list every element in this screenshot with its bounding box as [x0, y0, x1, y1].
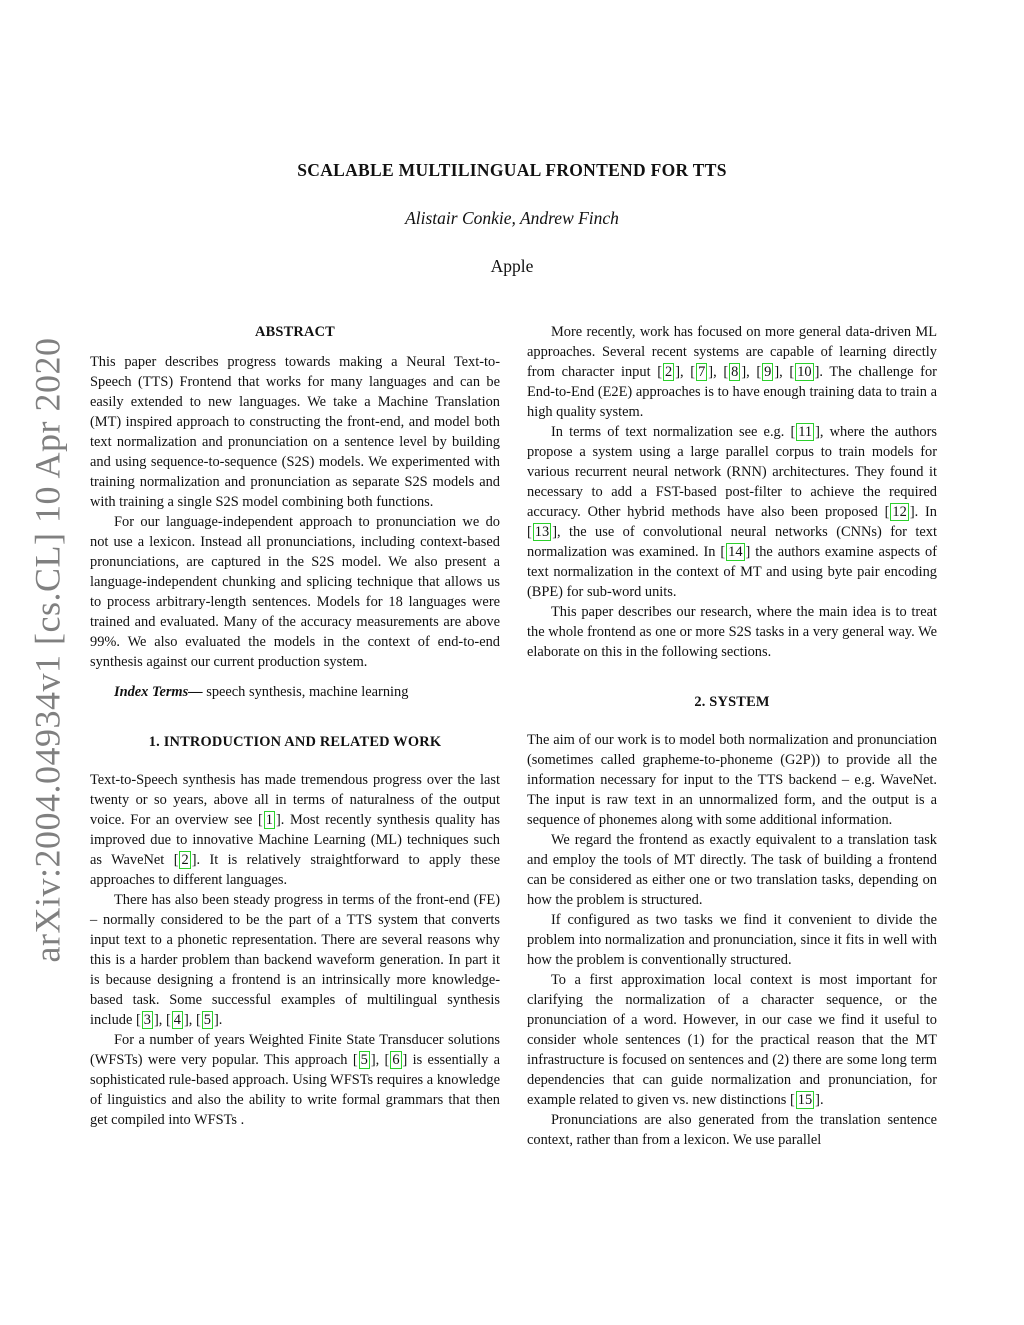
intro-paragraph: Text-to-Speech synthesis has made tremendous progress over the last twenty or so years, above all in terms of naturalness of the output voice. For an overview see [ 1 ]. Most recently synthesis quality has improved due to innovative Machine Learning (ML) techniques such as WaveNet [ 2 ]. It is relatively straightforward to apply these approaches to different languages. — [90, 772, 500, 888]
citation-link[interactable]: 5 — [203, 1012, 211, 1028]
intro-paragraph: More recently, work has focused on more general data-driven ML approaches. Several recent systems are capable of learning directly from character input [ 2 ], [ 7 ], [ 8 ], [ 9 ], [ 10 ]. The challenge for End-to-End (E2E) approaches is to have enough training data to train a high quality system. — [527, 324, 937, 420]
system-paragraph: The aim of our work is to model both normalization and pronunciation (sometimes called grapheme-to-phoneme (G2P)) to provide all the information necessary for input to the TTS backend – e.g. WaveNet. The input is raw text in an unnormalized form, and the output is a sequence of phonemes along with some additional information. — [527, 732, 937, 828]
system-paragraph: To a first approximation local context is most important for clarifying the normalization of a character sequence, or the pronunciation of a word. However, in our case we find it useful to consider whole sentences (1) for the practical reason that the MT infrastructure is focused on sentences and (2) there are some long term dependencies that can guide normalization and pronunciation, for example related to given vs. new distinctions [ 15 ]. — [527, 972, 937, 1108]
paper-authors: Alistair Conkie, Andrew Finch — [405, 208, 619, 228]
abstract-paragraph: This paper describes progress towards making a Neural Text-to-Speech (TTS) Frontend that works for many languages and can be easily extended to new languages. We take a Machine Translation (MT) inspired approach to constructing the front-end, and model both text normalization and pronunciation on a sentence level by building and using sequence-to-sequence (S2S) models. We experimented with training normalization and pronunciation as separate S2S models and with training a single S2S model combining both functions. — [90, 354, 500, 510]
citation-link[interactable]: 13 — [534, 524, 550, 540]
left-column — [90, 322, 500, 1130]
section-heading-introduction: 1. INTRODUCTION AND RELATED WORK — [148, 734, 442, 750]
index-terms-text: speech synthesis, machine learning — [202, 684, 409, 700]
system-paragraph: We regard the frontend as exactly equivalent to a translation task and employ the tools of MT directly. The task of building a frontend can be considered as either one or two translation tasks, depending on how the problem is structured. — [527, 832, 937, 908]
paper-title: SCALABLE MULTILINGUAL FRONTEND FOR TTS — [297, 160, 727, 180]
section-heading-system: 2. SYSTEM — [694, 694, 770, 710]
citation-link[interactable]: 3 — [143, 1012, 151, 1028]
abstract-paragraph: For our language-independent approach to pronunciation we do not use a lexicon. Instead all pronunciations, including context-based pronunciations, are captured in the S2S model. We also present a language-independent chunking and splicing technique that allows us to process arbitrary-length sentences. Models for 18 languages were trained and evaluated. Many of the accuracy measurements are above 99%. We also evaluated the models in the context of end-to-end synthesis against our current production system. — [90, 514, 500, 670]
citation-link[interactable]: 2 — [181, 852, 189, 868]
citation-link[interactable]: 14 — [728, 544, 743, 560]
citation-link[interactable]: 9 — [764, 364, 772, 380]
right-column — [527, 322, 937, 1150]
index-terms-label: Index Terms— — [114, 684, 203, 700]
citation-link[interactable]: 11 — [798, 424, 813, 440]
citation-link[interactable]: 7 — [698, 364, 706, 380]
intro-paragraph: There has also been steady progress in terms of the front-end (FE) – normally considered to be the part of a TTS system that converts input text to a phonetic representation. There are several reasons why this is a harder problem than backend waveform generation. In part it is because designing a frontend is an intrinsically more knowledge-based task. Some successful examples of multilingual synthesis include [ 3 ], [ 4 ], [ 5 ]. — [90, 892, 500, 1028]
citation-link[interactable]: 12 — [892, 504, 907, 520]
abstract-heading: ABSTRACT — [255, 324, 335, 340]
citation-link[interactable]: 8 — [731, 364, 739, 380]
system-paragraph: If configured as two tasks we find it convenient to divide the problem into normalization and pronunciation, since it fits in well with how the problem is conventionally structured. — [527, 912, 937, 968]
intro-paragraph: This paper describes our research, where the main idea is to treat the whole frontend as one or more S2S tasks in a very general way. We elaborate on this in the following sections. — [527, 604, 937, 660]
citation-link[interactable]: 5 — [360, 1052, 368, 1068]
citation-link[interactable]: 4 — [173, 1012, 181, 1028]
citation-link[interactable]: 6 — [392, 1052, 400, 1068]
citation-link[interactable]: 2 — [665, 364, 673, 380]
intro-paragraph: In terms of text normalization see e.g. [ 11 ], where the authors propose a system using a large parallel corpus to train models for various recurrent neural network (RNN) architectures. They found it necessary to add a FST-based post-filter to achieve the required accuracy. Other hybrid methods have also been proposed [ 12 ]. In [ 13 ], the use of convolutional neural networks (CNNs) for text normalization was examined. In [ 14 ] the authors examine aspects of text normalization in the context of MT and using byte pair encoding (BPE) for sub-word units. — [527, 424, 938, 600]
system-paragraph: Pronunciations are also generated from the translation sentence context, rather than from a lexicon. We use parallel — [527, 1112, 937, 1148]
arxiv-id: arXiv:2004.04934v1 [cs.CL] 10 Apr 2020 — [27, 337, 67, 963]
citation-link[interactable]: 15 — [797, 1092, 813, 1108]
intro-paragraph: For a number of years Weighted Finite State Transducer solutions (WFSTs) were very popular. This approach [ 5 ], [ 6 ] is essentially a sophisticated rule-based approach. Using WFSTs requires a knowledge of linguistics and also the ability to write formal grammars that then get compiled into WFSTs . — [90, 1032, 501, 1128]
arxiv-stamp — [18, 337, 76, 963]
citation-link[interactable]: 1 — [265, 812, 273, 828]
index-terms — [90, 682, 500, 702]
paper-affiliation: Apple — [490, 256, 534, 276]
citation-link[interactable]: 10 — [797, 364, 812, 380]
